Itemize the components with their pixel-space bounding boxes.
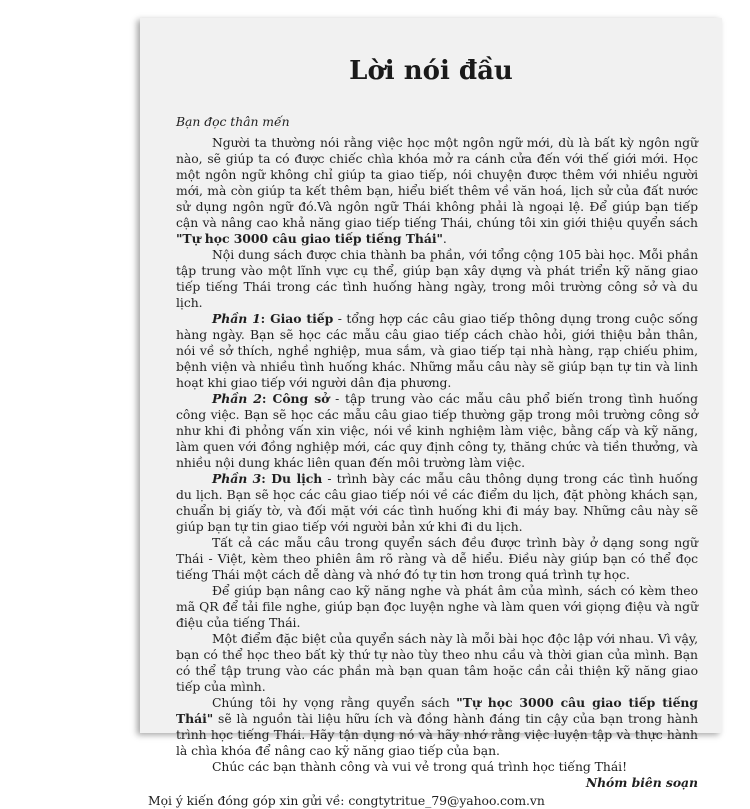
paragraph-wishes: Chúc các bạn thành công và vui vẻ trong quá trình học tiếng Thái! <box>212 759 628 774</box>
part-3-name: Du lịch <box>271 471 323 486</box>
paragraph-content: Nội dung sách được chia thành ba phần, với tổng cộng 105 bài học. Mỗi phần tập trung vào một lĩnh vực cụ thể, giúp bạn xây dựng và phát triển kỹ năng giao tiếp tiếng Thái trong các tình huống hàng ngày, trong môi trường công sở và du lịch. <box>176 247 698 310</box>
book-title: "Tự học 3000 câu giao tiếp tiếng Thái" <box>176 231 443 246</box>
paragraph-independent-lessons: Một điểm đặc biệt của quyển sách này là mỗi bài học độc lập với nhau. Vì vậy, bạn có thể học theo bất kỳ thứ tự nào tùy theo nhu cầu và thời gian của mình. Bạn có thể tập trung vào các phần mà bạn quan tâm hoặc cần cải thiện kỹ năng giao tiếp của mình. <box>176 631 699 694</box>
paragraph-part-1: Phần 1: Giao tiếp - tổng hợp các câu giao tiếp thông dụng trong cuộc sống hàng ngày. Bạn sẽ học các mẫu câu giao tiếp cách chào hỏi, giới thiệu bản thân, nói về sở thích, nghề nghiệp, mua sắm, và giao tiếp tại nhà hàng, rạp chiếu phim, bệnh viện và nhiều tình huống khác. Những mẫu câu này sẽ giúp bạn tự tin và linh hoạt khi giao tiếp với người dân địa phương. <box>176 311 698 390</box>
intro-text: Người ta thường nói rằng việc học một ngôn ngữ mới, dù là bất kỳ ngôn ngữ nào, sẽ giúp ta có được chiếc chìa khóa mở ra cánh cửa đến với thế giới mới. Học một ngôn ngữ không chỉ giúp ta giao tiếp, nói chuyện được thêm với nhiều người mới, mà còn giúp ta kết thêm bạn, hiểu biết thêm về văn hoá, lịch sử của đất nước sử dụng ngôn ngữ đó.Và ngôn ngữ Thái không phải là ngoại lệ. Để giúp bạn tiếp cận và nâng cao khả năng giao tiếp tiếng Thái, chúng tôi xin giới thiệu quyển sách <box>176 135 698 230</box>
paragraph-part-3: Phần 3: Du lịch - trình bày các mẫu câu thông dụng trong các tình huống du lịch. Bạn sẽ học các câu giao tiếp nói về các điểm du lịch, đặt phòng khách sạn, chuẩn bị giấy tờ, và đối mặt với các tình huống khi đi máy bay. Những câu này sẽ giúp bạn tự tin giao tiếp với người bản xứ khi đi du lịch. <box>176 471 698 534</box>
paragraph-hope <box>176 695 698 759</box>
greeting: Bạn đọc thân mến <box>176 114 290 129</box>
part-1-label: Phần 1 <box>212 311 261 326</box>
paragraph-intro <box>176 135 698 247</box>
signature: Nhóm biên soạn <box>585 775 698 790</box>
paragraph-audio: Để giúp bạn nâng cao kỹ năng nghe và phát âm của mình, sách có kèm theo mã QR để tải file nghe, giúp bạn đọc luyện nghe và làm quen với giọng điệu và ngữ điệu của tiếng Thái. <box>176 583 698 630</box>
paragraph-part-2: Phần 2: Công sở - tập trung vào các mẫu câu phổ biến trong tình huống công việc. Bạn sẽ học các mẫu câu giao tiếp thường gặp trong môi trường công sở như khi đi phỏng vấn xin việc, nói về kinh nghiệm làm việc, bằng cấp và kỹ năng, làm quen với đồng nghiệp mới, các quy định công ty, thăng chức và tiền thưởng, và nhiều nội dung khác liên quan đến môi trường làm việc. <box>176 391 698 470</box>
part-1-text: - tổng hợp các câu giao tiếp thông dụng trong cuộc sống hàng ngày. Bạn sẽ học các mẫu câu giao tiếp cách chào hỏi, giới thiệu bản thân, nói về sở thích, nghề nghiệp, mua sắm, và giao tiếp tại nhà hàng, rạp chiếu phim, bệnh viện và nhiều tình huống khác. Những mẫu câu này sẽ giúp bạn tự tin và linh hoạt khi giao tiếp với người dân địa phương. <box>176 311 698 390</box>
part-3-label: Phần 3 <box>212 471 262 486</box>
page-title: Lời nói đầu <box>349 56 513 86</box>
part-2-name: Công sở <box>272 391 330 406</box>
book-page <box>140 18 722 808</box>
part-3-text: - trình bày các mẫu câu thông dụng trong các tình huống du lịch. Bạn sẽ học các câu giao tiếp nói về các điểm du lịch, đặt phòng khách sạn, chuẩn bị giấy tờ, và đối mặt với các tình huống khi đi máy bay. Những câu này sẽ giúp bạn tự tin giao tiếp với người bản xứ khi đi du lịch. <box>176 471 698 534</box>
part-2-label: Phần 2 <box>212 391 262 406</box>
preface-body <box>148 114 699 809</box>
intro-end: . <box>442 231 447 246</box>
contact-line: Mọi ý kiến đóng góp xin gửi về: congtytritue_79@yahoo.com.vn <box>148 793 545 808</box>
part-1-name: Giao tiếp <box>270 311 334 326</box>
hope-text-end: sẽ là nguồn tài liệu hữu ích và đồng hành đáng tin cậy của bạn trong hành trình học tiếng Thái. Hãy tận dụng nó và hãy nhớ rằng việc luyện tập và thực hành là chìa khóa để nâng cao kỹ năng giao tiếp của bạn. <box>176 711 698 758</box>
hope-text-start: Chúng tôi hy vọng rằng quyển sách <box>212 695 457 710</box>
part-2-text: - tập trung vào các mẫu câu phổ biến trong tình huống công việc. Bạn sẽ học các mẫu câu giao tiếp thường gặp trong môi trường công sở như khi đi phỏng vấn xin việc, nói về kinh nghiệm làm việc, bằng cấp và kỹ năng, làm quen với đồng nghiệp mới, các quy định công ty, thăng chức và tiền thưởng, và nhiều nội dung khác liên quan đến môi trường làm việc. <box>176 391 698 470</box>
paragraph-bilingual: Tất cả các mẫu câu trong quyển sách đều được trình bày ở dạng song ngữ Thái - Việt, kèm theo phiên âm rõ ràng và dễ hiểu. Điều này giúp bạn có thể đọc tiếng Thái một cách dễ dàng và nhớ đó tự tin hơn trong quá trình tự học. <box>176 535 698 582</box>
book-title-repeat: "Tự học 3000 câu giao tiếp tiếng Thái" <box>176 695 698 726</box>
